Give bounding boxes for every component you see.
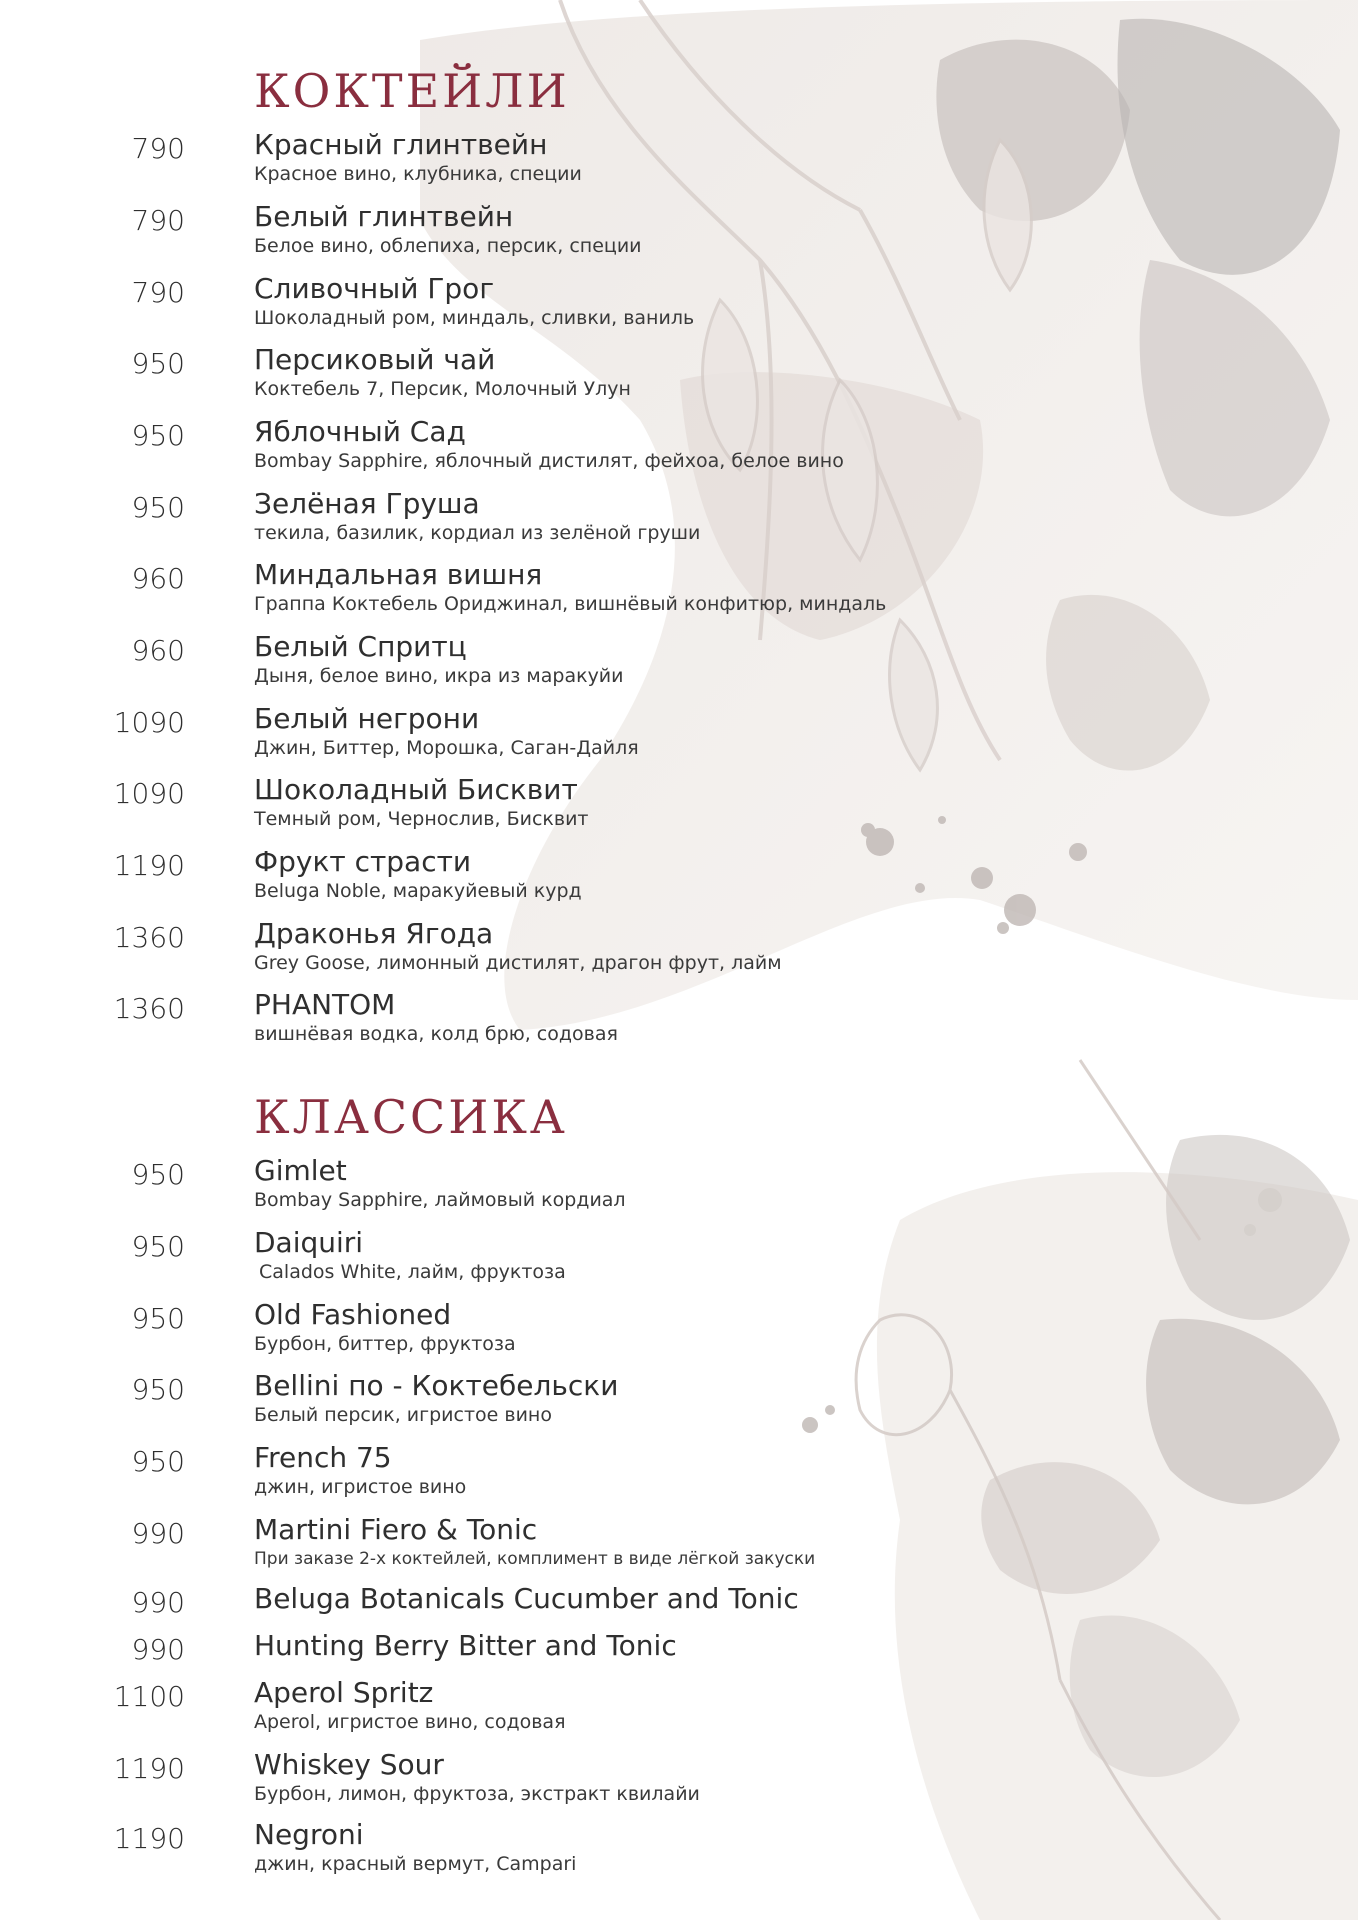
item-price: 1100 bbox=[113, 1680, 185, 1713]
menu-item bbox=[0, 1298, 1358, 1362]
menu-item bbox=[0, 487, 1358, 551]
item-description: Белое вино, облепиха, персик, специи bbox=[254, 235, 642, 257]
item-name: Яблочный Сад bbox=[254, 415, 466, 448]
menu-item bbox=[0, 1441, 1358, 1505]
item-price: 950 bbox=[131, 1445, 185, 1478]
item-description: текила, базилик, кордиал из зелёной груши bbox=[254, 522, 701, 544]
item-description: Граппа Коктебель Ориджинал, вишнёвый конфитюр, миндаль bbox=[254, 593, 887, 615]
item-name: Bellini по - Коктебельски bbox=[254, 1369, 619, 1402]
item-price: 960 bbox=[131, 562, 185, 595]
item-price: 990 bbox=[131, 1586, 185, 1619]
item-price: 950 bbox=[131, 1373, 185, 1406]
item-price: 1090 bbox=[113, 706, 185, 739]
item-name: Hunting Berry Bitter and Tonic bbox=[254, 1629, 677, 1662]
menu-item bbox=[0, 1513, 1358, 1577]
item-name: Old Fashioned bbox=[254, 1298, 452, 1331]
item-name: Negroni bbox=[254, 1818, 364, 1851]
item-price: 790 bbox=[131, 204, 185, 237]
item-price: 990 bbox=[131, 1633, 185, 1666]
item-name: Персиковый чай bbox=[254, 343, 496, 376]
menu-item bbox=[0, 1369, 1358, 1433]
item-description: Beluga Noble, маракуйевый курд bbox=[254, 880, 582, 902]
menu-item bbox=[0, 988, 1358, 1052]
item-name: Фрукт страсти bbox=[254, 845, 472, 878]
item-price: 990 bbox=[131, 1517, 185, 1550]
item-name: Aperol Spritz bbox=[254, 1676, 434, 1709]
item-name: Белый глинтвейн bbox=[254, 200, 514, 233]
menu-item bbox=[0, 415, 1358, 479]
item-price: 950 bbox=[131, 347, 185, 380]
menu-item bbox=[0, 128, 1358, 192]
item-name: Martini Fiero & Tonic bbox=[254, 1513, 538, 1546]
item-description: Bombay Sapphire, яблочный дистилят, фейхоа, белое вино bbox=[254, 450, 844, 472]
item-price: 950 bbox=[131, 1230, 185, 1263]
item-price: 960 bbox=[131, 634, 185, 667]
item-description: Aperol, игристое вино, содовая bbox=[254, 1711, 566, 1733]
item-description: Бурбон, лимон, фруктоза, экстракт квилайи bbox=[254, 1783, 700, 1805]
menu-item bbox=[0, 1676, 1358, 1740]
menu-item bbox=[0, 343, 1358, 407]
item-price: 1190 bbox=[113, 1752, 185, 1785]
item-description: Bombay Sapphire, лаймовый кордиал bbox=[254, 1189, 626, 1211]
item-name: Зелёная Груша bbox=[254, 487, 480, 520]
menu-item bbox=[0, 773, 1358, 837]
menu-item bbox=[0, 630, 1358, 694]
item-description: Шоколадный ром, миндаль, сливки, ваниль bbox=[254, 307, 695, 329]
item-description: Белый персик, игристое вино bbox=[254, 1404, 552, 1426]
section-title-classics: КЛАССИКА bbox=[254, 1090, 568, 1144]
item-description: Calados White, лайм, фруктоза bbox=[259, 1261, 566, 1283]
item-description: Grey Goose, лимонный дистилят, драгон фрут, лайм bbox=[254, 952, 782, 974]
item-price: 1090 bbox=[113, 777, 185, 810]
menu-item bbox=[0, 845, 1358, 909]
item-price: 790 bbox=[131, 132, 185, 165]
item-name: Whiskey Sour bbox=[254, 1748, 444, 1781]
item-name: Сливочный Грог bbox=[254, 272, 495, 305]
item-price: 1360 bbox=[113, 992, 185, 1025]
item-description: вишнёвая водка, колд брю, содовая bbox=[254, 1023, 618, 1045]
item-price: 950 bbox=[131, 491, 185, 524]
menu-item bbox=[0, 1748, 1358, 1812]
item-name: Beluga Botanicals Cucumber and Tonic bbox=[254, 1582, 799, 1615]
item-name: Daiquiri bbox=[254, 1226, 364, 1259]
menu-item bbox=[0, 558, 1358, 622]
item-price: 1190 bbox=[113, 1822, 185, 1855]
item-description: Коктебель 7, Персик, Молочный Улун bbox=[254, 378, 631, 400]
item-description: Темный ром, Чернослив, Бисквит bbox=[254, 808, 589, 830]
item-price: 950 bbox=[131, 1302, 185, 1335]
item-name: Gimlet bbox=[254, 1154, 347, 1187]
item-price: 1190 bbox=[113, 849, 185, 882]
item-description: При заказе 2-х коктейлей, комплимент в виде лёгкой закуски bbox=[254, 1549, 816, 1569]
item-description: джин, красный вермут, Campari bbox=[254, 1853, 577, 1875]
item-name: Миндальная вишня bbox=[254, 558, 543, 591]
item-description: Бурбон, биттер, фруктоза bbox=[254, 1333, 516, 1355]
item-name: Шоколадный Бисквит bbox=[254, 773, 578, 806]
section-title-cocktails: КОКТЕЙЛИ bbox=[254, 64, 570, 118]
item-name: Драконья Ягода bbox=[254, 917, 494, 950]
item-name: PHANTOM bbox=[254, 988, 396, 1021]
item-price: 1360 bbox=[113, 921, 185, 954]
item-description: Красное вино, клубника, специи bbox=[254, 163, 582, 185]
menu-item bbox=[0, 1818, 1358, 1882]
item-name: Красный глинтвейн bbox=[254, 128, 548, 161]
menu-item bbox=[0, 272, 1358, 336]
item-description: джин, игристое вино bbox=[254, 1476, 467, 1498]
menu-item bbox=[0, 917, 1358, 981]
item-name: French 75 bbox=[254, 1441, 392, 1474]
item-description: Дыня, белое вино, икра из маракуйи bbox=[254, 665, 624, 687]
item-price: 950 bbox=[131, 419, 185, 452]
item-description: Джин, Биттер, Морошка, Саган-Дайля bbox=[254, 737, 639, 759]
item-price: 790 bbox=[131, 276, 185, 309]
item-price: 950 bbox=[131, 1158, 185, 1191]
item-name: Белый Спритц bbox=[254, 630, 467, 663]
menu-item bbox=[0, 1154, 1358, 1218]
menu-item bbox=[0, 1226, 1358, 1290]
menu-item bbox=[0, 702, 1358, 766]
menu-item bbox=[0, 200, 1358, 264]
item-name: Белый негрони bbox=[254, 702, 480, 735]
